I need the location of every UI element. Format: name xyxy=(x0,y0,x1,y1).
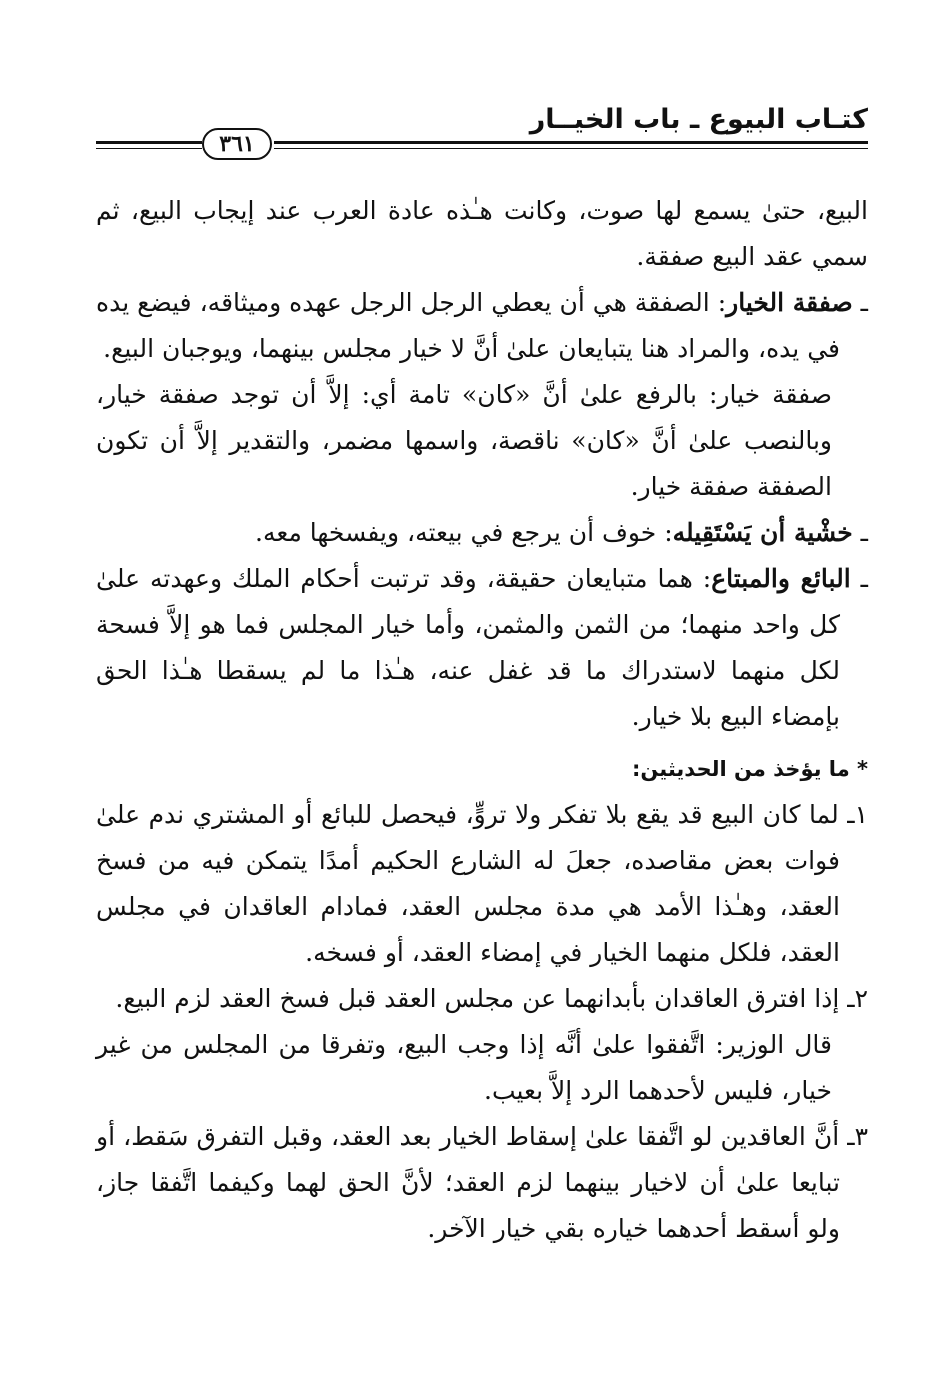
page-header xyxy=(96,104,868,164)
bullet-dash: ـ xyxy=(852,518,868,547)
paragraph-khashyat xyxy=(96,510,868,556)
definition-safqat-al-khiyar: : الصفقة هي أن يعطي الرجل الرجل عهده وميثاقه، فيضع يده في يده، والمراد هنا يتبايعان علىٰ أنَّ لا خيار مجلس بينهما، ويوجبان البيع. xyxy=(96,288,840,363)
header-rule-thick-left xyxy=(96,141,202,144)
term-safqat-al-khiyar: صفقة الخيار xyxy=(726,288,853,317)
paragraph-continuation: البيع، حتىٰ يسمع لها صوت، وكانت هـٰذه عادة العرب عند إيجاب البيع، ثم سمي عقد البيع صفقة. xyxy=(96,196,868,271)
paragraph-safqat-al-khiyar xyxy=(96,280,868,372)
term-khashyat: خشْية أن يَسْتَقِيله xyxy=(672,518,853,547)
definition-bai-mubtaa: : هما متبايعان حقيقة، وقد ترتبت أحكام الملك وعهدته علىٰ كل واحد منهما؛ من الثمن والمثمن، وأما خيار المجلس فما هو إلاَّ فسحة لكل منهما لاستدراك ما قد غفل عنه، هـٰذا ما لم يسقطا هـٰذا الحق بإمضاء البيع بلا خيار. xyxy=(96,564,840,731)
paragraph-bai-mubtaa xyxy=(96,556,868,740)
list-item-3: ٣ـ أنَّ العاقدين لو اتَّفقا علىٰ إسقاط الخيار بعد العقد، وقبل التفرق سَقط، أو تبايعا علىٰ أن لاخيار بينهما لزم العقد؛ لأنَّ الحق لهما وكيفما اتَّفقا جاز، ولو أسقط أحدهما خياره بقي خيار الآخر. xyxy=(96,1122,868,1243)
list-item-2-note: قال الوزير: اتَّفقوا علىٰ أنَّه إذا وجب البيع، وتفرقا من المجلس من غير خيار، فليس لأحدهما الرد إلاَّ بعيب. xyxy=(96,1030,832,1105)
bullet-dash: ـ xyxy=(852,288,869,317)
page-body xyxy=(96,188,868,1252)
header-rule-thin-right xyxy=(274,148,868,149)
term-bai-mubtaa: البائع والمبتاع xyxy=(711,564,851,593)
running-title: كتـاب البيوع ـ باب الخيــار xyxy=(529,104,868,135)
definition-khashyat: : خوف أن يرجع في بيعته، ويفسخها معه. xyxy=(255,518,673,547)
header-rule-thick-right xyxy=(274,141,868,144)
bullet-dash: ـ xyxy=(850,564,868,593)
list-item-1: ١ـ لما كان البيع قد يقع بلا تفكر ولا تروٍّ، فيحصل للبائع أو المشتري ندم علىٰ فوات بعض مقاصده، جعلَ له الشارع الحكيم أمدًا يتمكن فيه من فسخ العقد، وهـٰذا الأمد هي مدة مجلس العقد، فمادام العاقدان في مجلس العقد، فلكل منهما الخيار في إمضاء العقد، أو فسخه. xyxy=(96,800,868,967)
section-heading: * ما يؤخذ من الحديثين: xyxy=(631,757,868,781)
page-number: ٣٦١ xyxy=(202,128,272,160)
list-item-2: ٢ـ إذا افترق العاقدان بأبدانهما عن مجلس العقد قبل فسخ العقد لزم البيع. xyxy=(115,984,868,1013)
paragraph-grammar-note: صفقة خيار: بالرفع علىٰ أنَّ «كان» تامة أي: إلاَّ أن توجد صفقة خيار، وبالنصب علىٰ أنَّ «كان» ناقصة، واسمها مضمر، والتقدير إلاَّ أن تكون الصفقة صفقة خيار. xyxy=(96,380,832,501)
header-rule-thin-left xyxy=(96,148,202,149)
